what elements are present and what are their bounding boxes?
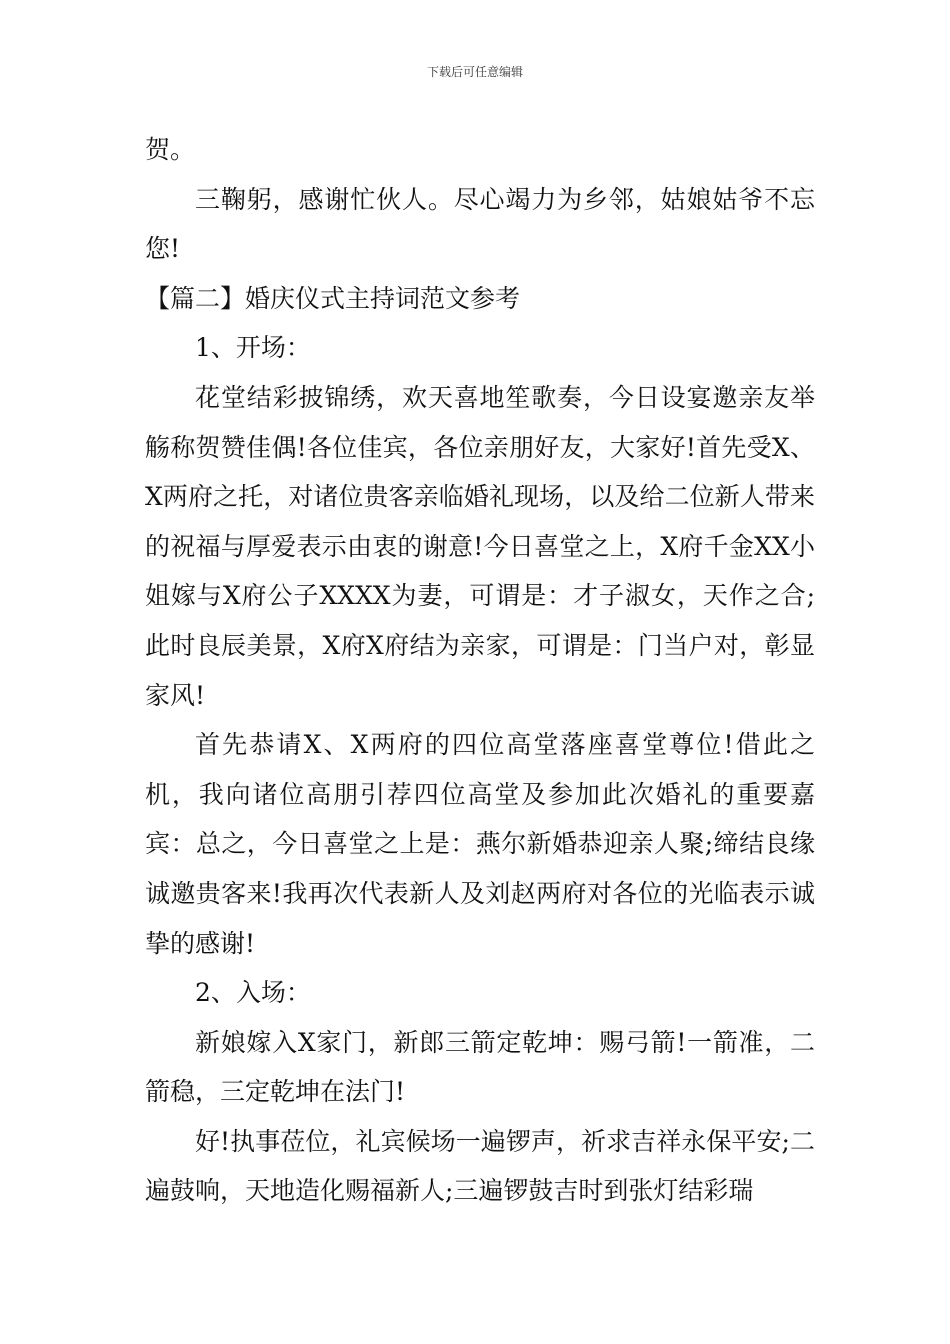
section-heading: 【篇二】婚庆仪式主持词范文参考 — [145, 283, 521, 313]
subheading-entrance: 2、入场： — [195, 978, 311, 1008]
paragraph-2: 三鞠躬，感谢忙伙人。尽心竭力为乡邻，姑娘姑爷不忘您! — [145, 184, 815, 264]
subheading-opening: 1、开场： — [195, 333, 311, 363]
page-header-note: 下载后可任意编辑 — [426, 65, 523, 79]
paragraph-opening-speech: 花堂结彩披锦绣，欢天喜地笙歌奏，今日设宴邀亲友举觞称贺赞佳偶!各位佳宾，各位亲朋好友，大家好!首先受X、X两府之托，对诸位贵客亲临婚礼现场，以及给二位新人带来的祝福与厚爱表示由衷的谢意!今日喜堂之上，X府千金XX小姐嫁与X府公子XXXX为妻，可谓是：才子淑女，天作之合;此时良辰美景，X府X府结为亲家，可谓是：门当户对，彰显家风! — [145, 382, 815, 710]
paragraph-1: 贺。 — [145, 135, 196, 164]
paragraph-arrows: 新娘嫁入X家门，新郎三箭定乾坤：赐弓箭!一箭准，二箭稳，三定乾坤在法门! — [145, 1027, 815, 1107]
paragraph-introductions: 首先恭请X、X两府的四位高堂落座喜堂尊位!借此之机，我向诸位高朋引荐四位高堂及参加此次婚礼的重要嘉宾：总之，今日喜堂之上是：燕尔新婚恭迎亲人聚;缔结良缘诚邀贵客来!我再次代表新人及刘赵两府对各位的光临表示诚挚的感谢! — [145, 730, 815, 958]
paragraph-ceremony-start: 好!执事莅位，礼宾候场一遍锣声，祈求吉祥永保平安;二遍鼓响，天地造化赐福新人;三遍锣鼓吉时到张灯结彩瑞 — [145, 1126, 815, 1206]
document-body — [145, 125, 815, 1216]
